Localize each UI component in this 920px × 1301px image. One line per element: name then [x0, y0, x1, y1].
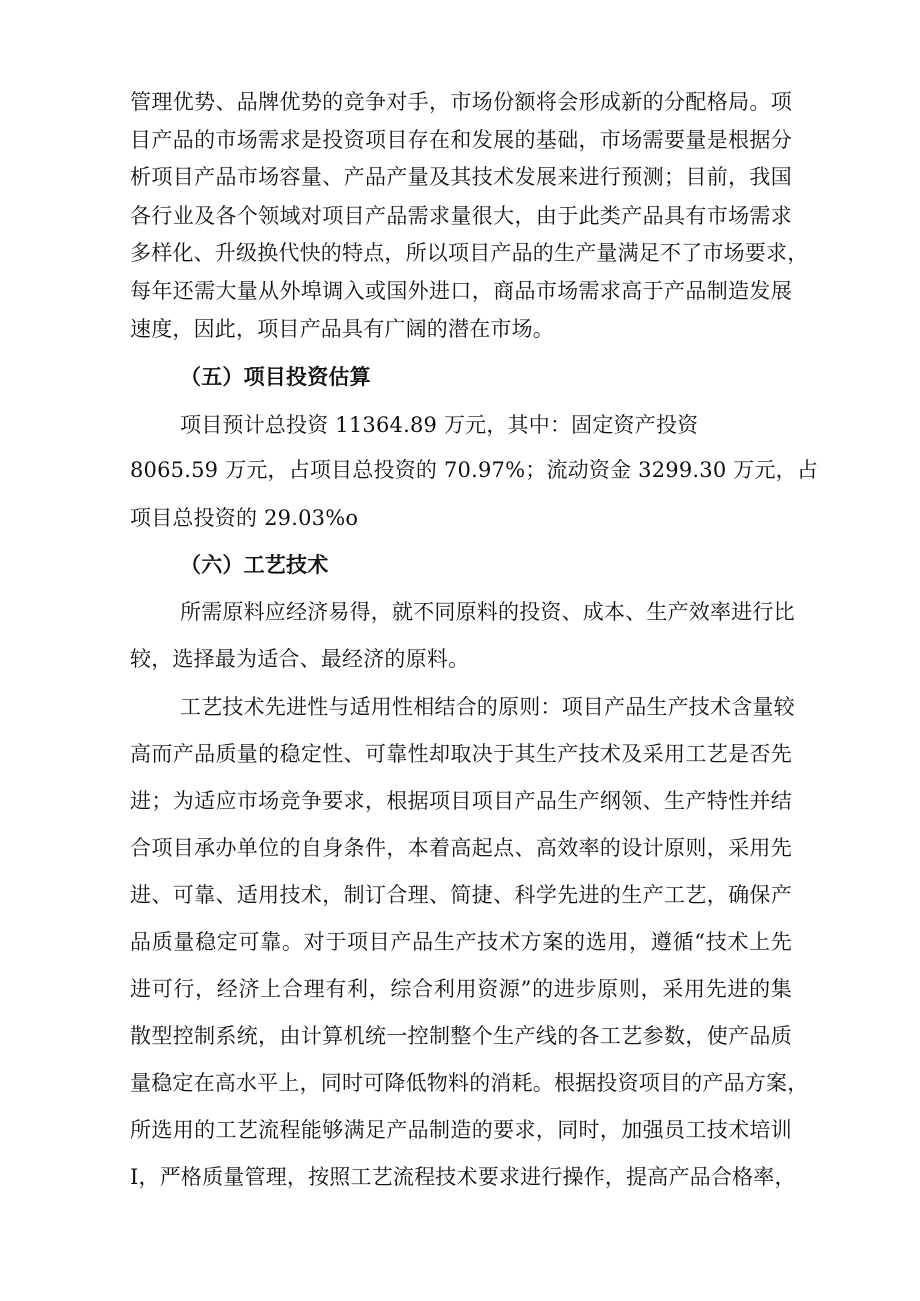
para1-line-1: 管理优势、品牌优势的竞争对手，市场份额将会形成新的分配格局。项	[130, 90, 792, 114]
para4-line-3: 进；为适应市场竞争要求，根据项目项目产品生产纲领、生产特性并结	[130, 789, 792, 813]
para4-line-11: I，严格质量管理，按照工艺流程技术要求进行操作，提高产品合格率，	[130, 1165, 796, 1189]
para3-line-2: 较，选择最为适合、最经济的原料。	[130, 647, 470, 671]
para1-line-5: 多样化、升级换代快的特点，所以项目产品的生产量满足不了市场要求，	[130, 241, 809, 265]
para2-line-3: 项目总投资的 29.03%o	[130, 506, 359, 530]
para4-line-2: 高而产品质量的稳定性、可靠性却取决于其生产技术及采用工艺是否先	[130, 742, 792, 766]
para1-line-2: 目产品的市场需求是投资项目存在和发展的基础，市场需要量是根据分	[130, 128, 792, 152]
para4-line-1: 工艺技术先进性与适用性相结合的原则：项目产品生产技术含量较	[180, 695, 795, 719]
para4-line-10: 所选用的工艺流程能够满足产品制造的要求，同时，加强员工技术培训	[130, 1118, 792, 1142]
para4-line-5: 进、可靠、适用技术，制订合理、简捷、科学先进的生产工艺，确保产	[130, 883, 792, 907]
para4-line-7: 进可行，经济上合理有利，综合利用资源”的进步原则，采用先进的集	[130, 977, 792, 1001]
para1-line-4: 各行业及各个领域对项目产品需求量很大，由于此类产品具有市场需求	[130, 204, 792, 228]
section-heading-technology: （六）工艺技术	[180, 553, 329, 577]
para4-line-8: 散型控制系统，由计算机统一控制整个生产线的各工艺参数，使产品质	[130, 1024, 792, 1048]
para4-line-4: 合项目承办单位的自身条件，本着高起点、高效率的设计原则，采用先	[130, 836, 792, 860]
para1-line-3: 析项目产品市场容量、产品产量及其技术发展来进行预测；目前，我国	[130, 165, 792, 189]
para1-line-7: 速度，因此，项目产品具有广阔的潜在市场。	[130, 317, 554, 341]
para3-line-1: 所需原料应经济易得，就不同原料的投资、成本、生产效率进行比	[180, 600, 795, 624]
para2-line-2: 8065.59 万元，占项目总投资的 70.97%；流动资金 3299.30 万元，占	[130, 458, 819, 482]
para1-line-6: 每年还需大量从外埠调入或国外进口，商品市场需求高于产品制造发展	[130, 279, 792, 303]
para2-line-1: 项目预计总投资 11364.89 万元，其中：固定资产投资	[180, 413, 699, 437]
para4-line-9: 量稳定在高水平上，同时可降低物料的消耗。根据投资项目的产品方案，	[130, 1071, 809, 1095]
section-heading-investment: （五）项目投资估算	[180, 365, 371, 389]
para4-line-6: 品质量稳定可靠。对于项目产品生产技术方案的选用，遵循“技术上先	[130, 930, 792, 954]
